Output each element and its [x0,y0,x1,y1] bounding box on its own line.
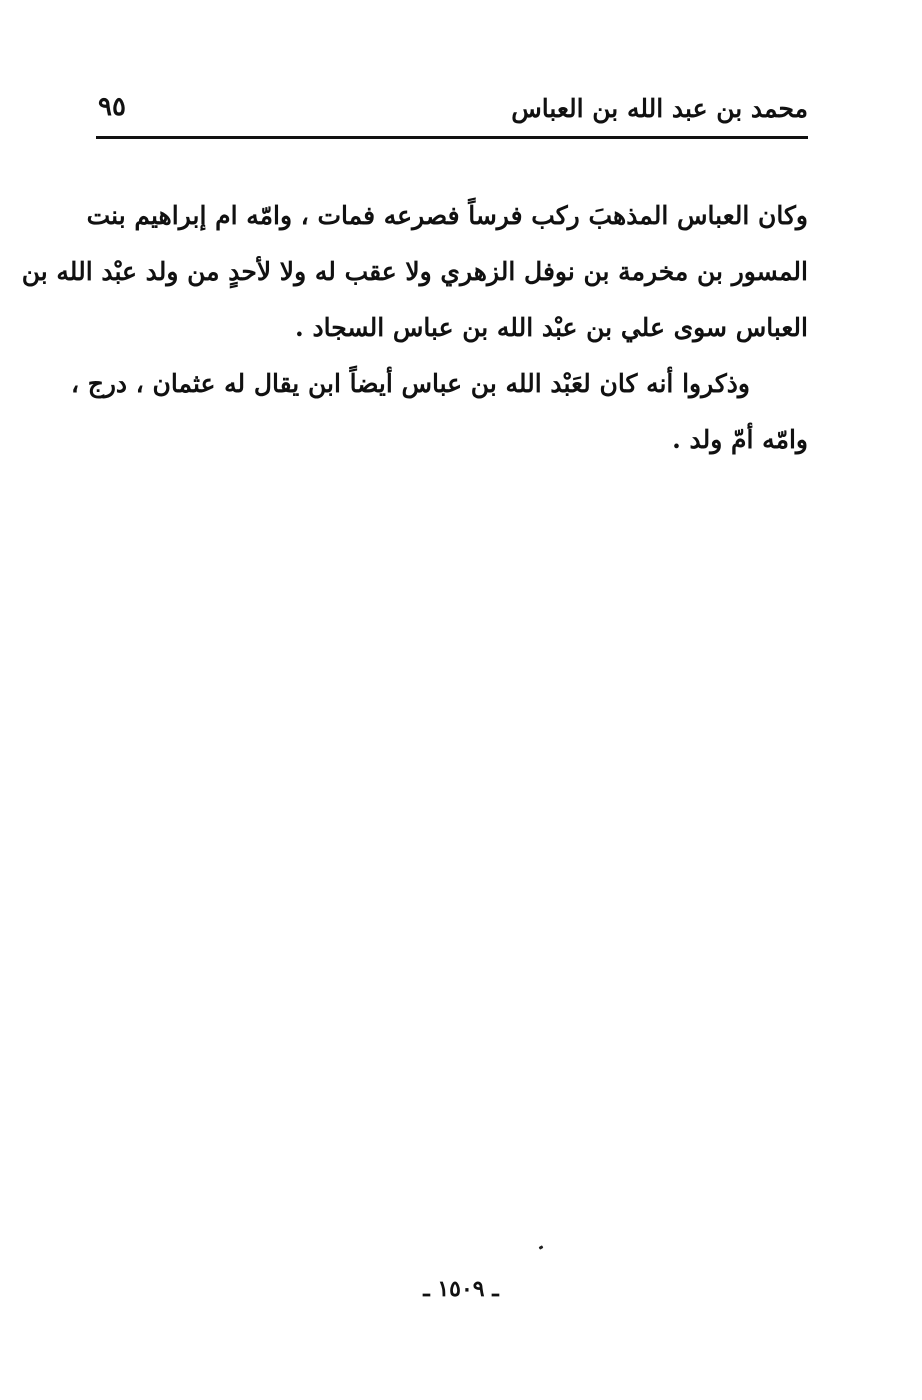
header-title: محمد بن عبد الله بن العباس [511,94,808,123]
text-line-5: وامّه أمّ ولد . [672,425,808,454]
text-line-3: العباس سوى علي بن عبْد الله بن عباس السجاد . [295,313,808,342]
footer-folio: ـ ١٥٠٩ ـ [423,1276,499,1302]
text-line-2: المسور بن مخرمة بن نوفل الزهري ولا عقب له ولا لأحدٍ من ولد عبْد الله بن [21,257,808,286]
text-line-1: وكان العباس المذهبَ ركب فرساً فصرعه فمات ، وامّه ام إبراهيم بنت [86,201,808,230]
text-line-4: وذكروا أنه كان لعَبْد الله بن عباس أيضاً ابن يقال له عثمان ، درج ، [70,369,750,398]
running-header [96,88,808,132]
header-page-number: ٩٥ [98,92,126,122]
header-rule [96,136,808,139]
body-text [21,188,808,468]
ink-speck [539,1245,544,1250]
